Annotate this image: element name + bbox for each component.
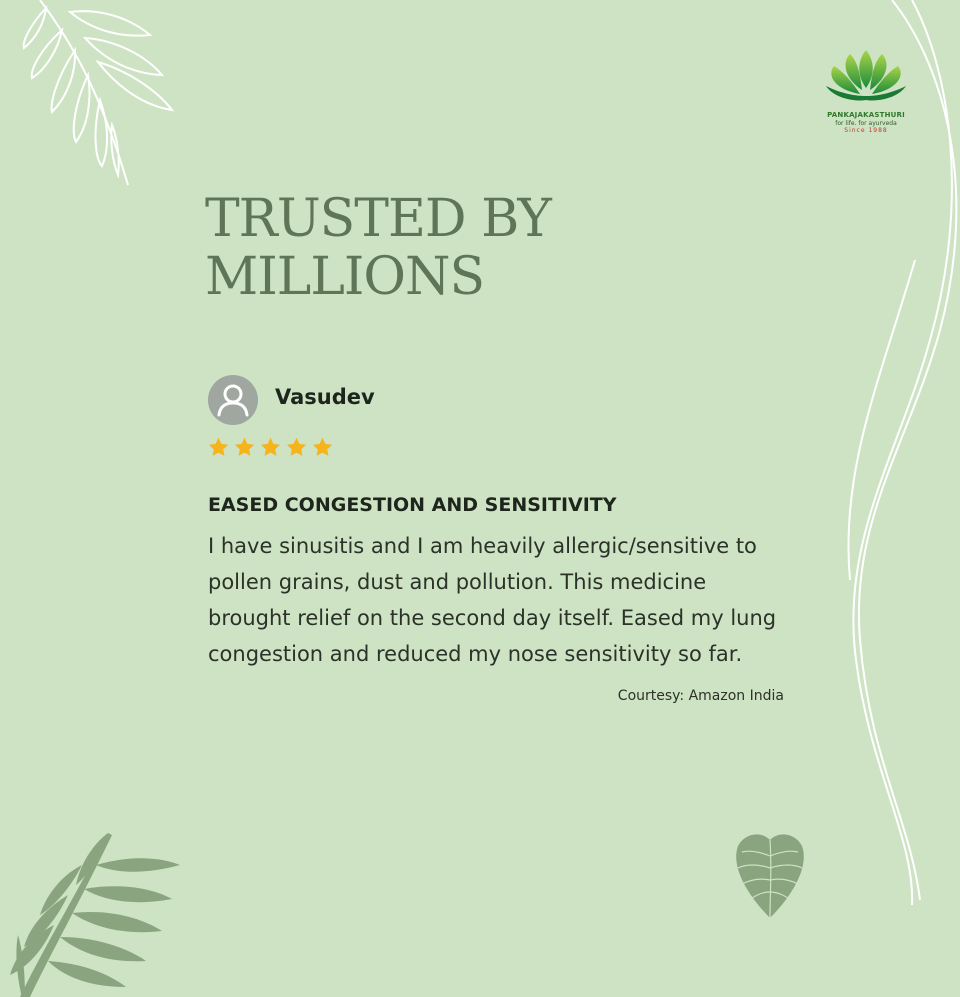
- review-line: I have sinusitis and I am heavily allergic/sensitive to: [208, 534, 757, 558]
- star-icon: [311, 436, 334, 459]
- review-line: congestion and reduced my nose sensitivity so far.: [208, 642, 743, 666]
- leaf-branch-outline-top-left: [0, 0, 200, 200]
- reviewer-name: Vasudev: [275, 385, 375, 409]
- star-icon: [207, 436, 230, 459]
- brand-logo: [818, 44, 914, 135]
- brand-since: Since 1988: [844, 127, 888, 134]
- review-line: brought relief on the second day itself. Eased my lung: [208, 606, 777, 630]
- courtesy-note: Courtesy: Amazon India: [617, 688, 784, 704]
- brand-tagline: for life. for ayurveda: [835, 120, 897, 127]
- brand-name: PANKAJAKASTHURI: [827, 111, 905, 119]
- star-icon: [233, 436, 256, 459]
- headline: [205, 190, 551, 306]
- user-avatar-icon: [208, 375, 258, 425]
- review-body: [208, 528, 798, 672]
- star-icon: [285, 436, 308, 459]
- headline-line-2: MILLIONS: [205, 247, 485, 307]
- avatar: [208, 375, 258, 425]
- decorative-lines-right: [820, 0, 960, 997]
- star-icon: [259, 436, 282, 459]
- lotus-logo-icon: [820, 44, 912, 106]
- veined-leaf-bottom-right: [730, 828, 810, 923]
- review-title: EASED CONGESTION AND SENSITIVITY: [208, 494, 617, 516]
- headline-line-1: TRUSTED BY: [205, 189, 551, 249]
- review-line: pollen grains, dust and pollution. This medicine: [208, 570, 707, 594]
- fern-leaf-bottom-left: [0, 825, 200, 997]
- rating-stars: [207, 436, 334, 459]
